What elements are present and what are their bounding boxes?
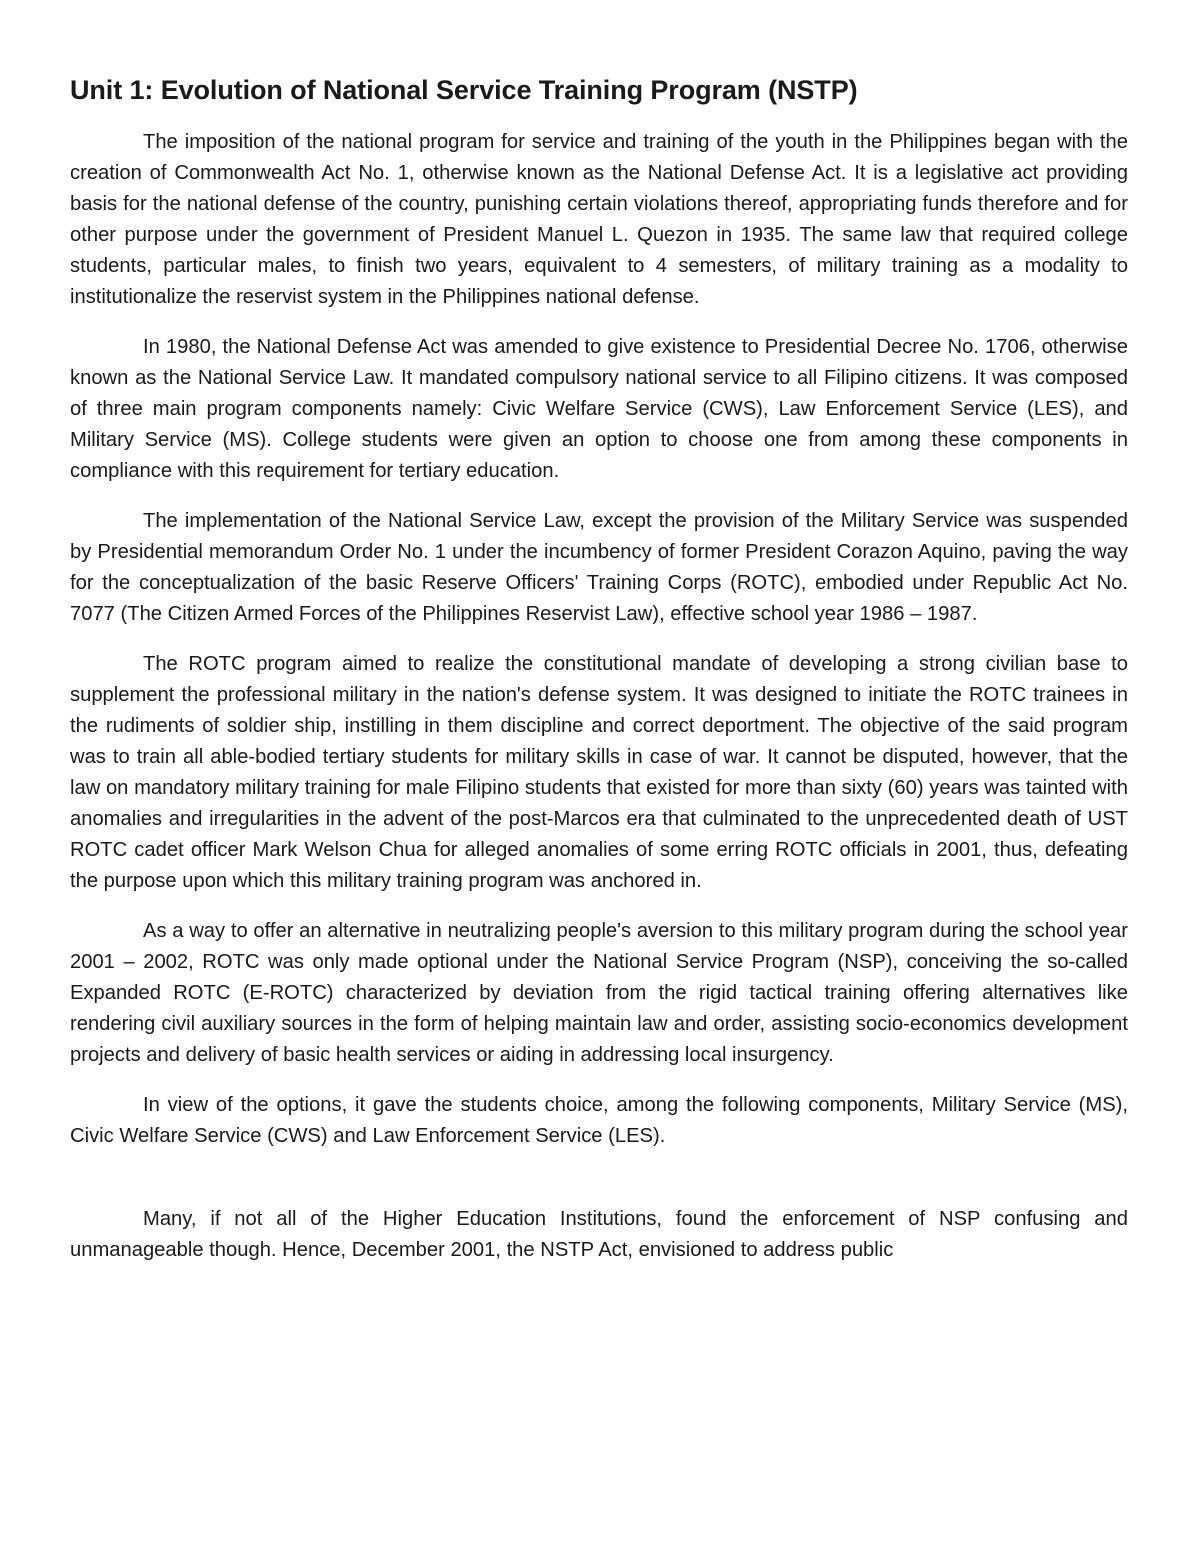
- paragraph-components-choice: In view of the options, it gave the students choice, among the following components, Military Service (MS), Civic Welfare Service (CWS) and Law Enforcement Service (LES).: [70, 1094, 1128, 1147]
- paragraph-national-service-law: In 1980, the National Defense Act was amended to give existence to Presidential Decree No. 1706, otherwise known as the National Service Law. It mandated compulsory national service to all Filipino citizens. It was composed of three main program components namely: Civic Welfare Service (CWS), Law Enforcement Service (LES), and Military Service (MS). College students were given an option to choose one from among these components in compliance with this requirement for tertiary education.: [70, 336, 1128, 482]
- paragraph-rotc-program: The ROTC program aimed to realize the constitutional mandate of developing a strong civilian base to supplement the professional military in the nation's defense system. It was designed to initiate the ROTC trainees in the rudiments of soldier ship, instilling in them discipline and correct deportment. The objective of the said program was to train all able-bodied tertiary students for military skills in case of war. It cannot be disputed, however, that the law on mandatory military training for male Filipino students that existed for more than sixty (60) years was tainted with anomalies and irregularities in the advent of the post-Marcos era that culminated to the unprecedented death of UST ROTC cadet officer Mark Welson Chua for alleged anomalies of some erring ROTC officials in 2001, thus, defeating the purpose upon which this military training program was anchored in.: [70, 653, 1128, 892]
- paragraph-rotc-conceptualization: The implementation of the National Service Law, except the provision of the Military Service was suspended by Presidential memorandum Order No. 1 under the incumbency of former President Corazon Aquino, paving the way for the conceptualization of the basic Reserve Officers' Training Corps (ROTC), embodied under Republic Act No. 7077 (The Citizen Armed Forces of the Philippines Reservist Law), effective school year 1986 – 1987.: [70, 510, 1128, 625]
- paragraph-nstp-act: Many, if not all of the Higher Education Institutions, found the enforcement of NSP confusing and unmanageable though. Hence, December 2001, the NSTP Act, envisioned to address public: [70, 1208, 1128, 1261]
- document-page: [70, 70, 1128, 1285]
- paragraph-expanded-rotc: As a way to offer an alternative in neutralizing people's aversion to this military program during the school year 2001 – 2002, ROTC was only made optional under the National Service Program (NSP), conceiving the so-called Expanded ROTC (E-ROTC) characterized by deviation from the rigid tactical training offering alternatives like rendering civil auxiliary sources in the form of helping maintain law and order, assisting socio-economics development projects and delivery of basic health services or aiding in addressing local insurgency.: [70, 920, 1128, 1066]
- document-title: Unit 1: Evolution of National Service Training Program (NSTP): [70, 75, 858, 105]
- paragraph-commonwealth-act: The imposition of the national program for service and training of the youth in the Philippines began with the creation of Commonwealth Act No. 1, otherwise known as the National Defense Act. It is a legislative act providing basis for the national defense of the country, punishing certain violations thereof, appropriating funds therefore and for other purpose under the government of President Manuel L. Quezon in 1935. The same law that required college students, particular males, to finish two years, equivalent to 4 semesters, of military training as a modality to institutionalize the reservist system in the Philippines national defense.: [70, 131, 1128, 308]
